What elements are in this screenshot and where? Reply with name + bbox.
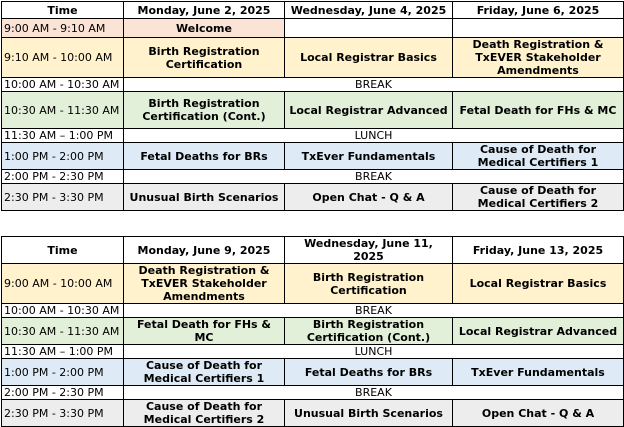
time-cell: 2:00 PM - 2:30 PM (2, 386, 124, 400)
header-day-3: Friday, June 13, 2025 (453, 237, 624, 264)
session-cell: Fetal Deaths for BRs (285, 359, 453, 386)
time-cell: 10:00 AM - 10:30 AM (2, 78, 124, 92)
lunch-row (2, 129, 624, 143)
header-time: Time (2, 2, 124, 19)
time-cell: 9:00 AM - 10:00 AM (2, 264, 124, 304)
break-label: BREAK (124, 304, 624, 318)
header-day-2: Wednesday, June 11, 2025 (285, 237, 453, 264)
session-cell: Cause of Death for Medical Certifiers 2 (453, 184, 624, 211)
session-cell: Unusual Birth Scenarios (285, 400, 453, 427)
table-row (2, 19, 624, 38)
time-cell: 9:00 AM - 9:10 AM (2, 19, 124, 38)
session-cell: Cause of Death for Medical Certifiers 2 (124, 400, 285, 427)
break-label: BREAK (124, 170, 624, 184)
table-row (2, 318, 624, 345)
session-cell: Fetal Deaths for BRs (124, 143, 285, 170)
break-row (2, 386, 624, 400)
session-cell: Birth Registration Certification (Cont.) (124, 92, 285, 129)
session-cell: Unusual Birth Scenarios (124, 184, 285, 211)
session-cell: Open Chat - Q & A (285, 184, 453, 211)
time-cell: 11:30 AM – 1:00 PM (2, 345, 124, 359)
session-cell: Local Registrar Basics (453, 264, 624, 304)
lunch-row (2, 345, 624, 359)
schedule-table-week-1 (1, 1, 624, 211)
header-row (2, 237, 624, 264)
header-day-1: Monday, June 9, 2025 (124, 237, 285, 264)
schedule-table-week-2 (1, 236, 624, 427)
header-row (2, 2, 624, 19)
break-label: BREAK (124, 386, 624, 400)
break-row (2, 170, 624, 184)
session-cell: Death Registration & TxEVER Stakeholder Amendments (124, 264, 285, 304)
time-cell: 10:30 AM - 11:30 AM (2, 92, 124, 129)
time-cell: 11:30 AM – 1:00 PM (2, 129, 124, 143)
table-row (2, 38, 624, 78)
table-row (2, 143, 624, 170)
table-row (2, 92, 624, 129)
session-cell: Birth Registration Certification (124, 38, 285, 78)
lunch-label: LUNCH (124, 345, 624, 359)
header-time: Time (2, 237, 124, 264)
session-cell: Cause of Death for Medical Certifiers 1 (124, 359, 285, 386)
header-day-2: Wednesday, June 4, 2025 (285, 2, 453, 19)
table-row (2, 264, 624, 304)
session-cell: Cause of Death for Medical Certifiers 1 (453, 143, 624, 170)
time-cell: 2:00 PM - 2:30 PM (2, 170, 124, 184)
session-cell: Open Chat - Q & A (453, 400, 624, 427)
time-cell: 10:30 AM - 11:30 AM (2, 318, 124, 345)
session-cell (285, 19, 453, 38)
session-cell: Welcome (124, 19, 285, 38)
time-cell: 9:10 AM - 10:00 AM (2, 38, 124, 78)
session-cell: TxEver Fundamentals (453, 359, 624, 386)
session-cell: Death Registration & TxEVER Stakeholder Amendments (453, 38, 624, 78)
time-cell: 1:00 PM - 2:00 PM (2, 143, 124, 170)
header-day-3: Friday, June 6, 2025 (453, 2, 624, 19)
time-cell: 1:00 PM - 2:00 PM (2, 359, 124, 386)
header-day-1: Monday, June 2, 2025 (124, 2, 285, 19)
break-label: BREAK (124, 78, 624, 92)
session-cell: TxEver Fundamentals (285, 143, 453, 170)
session-cell: Fetal Death for FHs & MC (453, 92, 624, 129)
time-cell: 2:30 PM - 3:30 PM (2, 184, 124, 211)
session-cell: Fetal Death for FHs & MC (124, 318, 285, 345)
break-row (2, 304, 624, 318)
session-cell: Birth Registration Certification (285, 264, 453, 304)
lunch-label: LUNCH (124, 129, 624, 143)
session-cell: Local Registrar Advanced (453, 318, 624, 345)
table-row (2, 184, 624, 211)
time-cell: 2:30 PM - 3:30 PM (2, 400, 124, 427)
session-cell: Birth Registration Certification (Cont.) (285, 318, 453, 345)
session-cell (453, 19, 624, 38)
session-cell: Local Registrar Advanced (285, 92, 453, 129)
session-cell: Local Registrar Basics (285, 38, 453, 78)
table-row (2, 359, 624, 386)
time-cell: 10:00 AM - 10:30 AM (2, 304, 124, 318)
break-row (2, 78, 624, 92)
table-row (2, 400, 624, 427)
